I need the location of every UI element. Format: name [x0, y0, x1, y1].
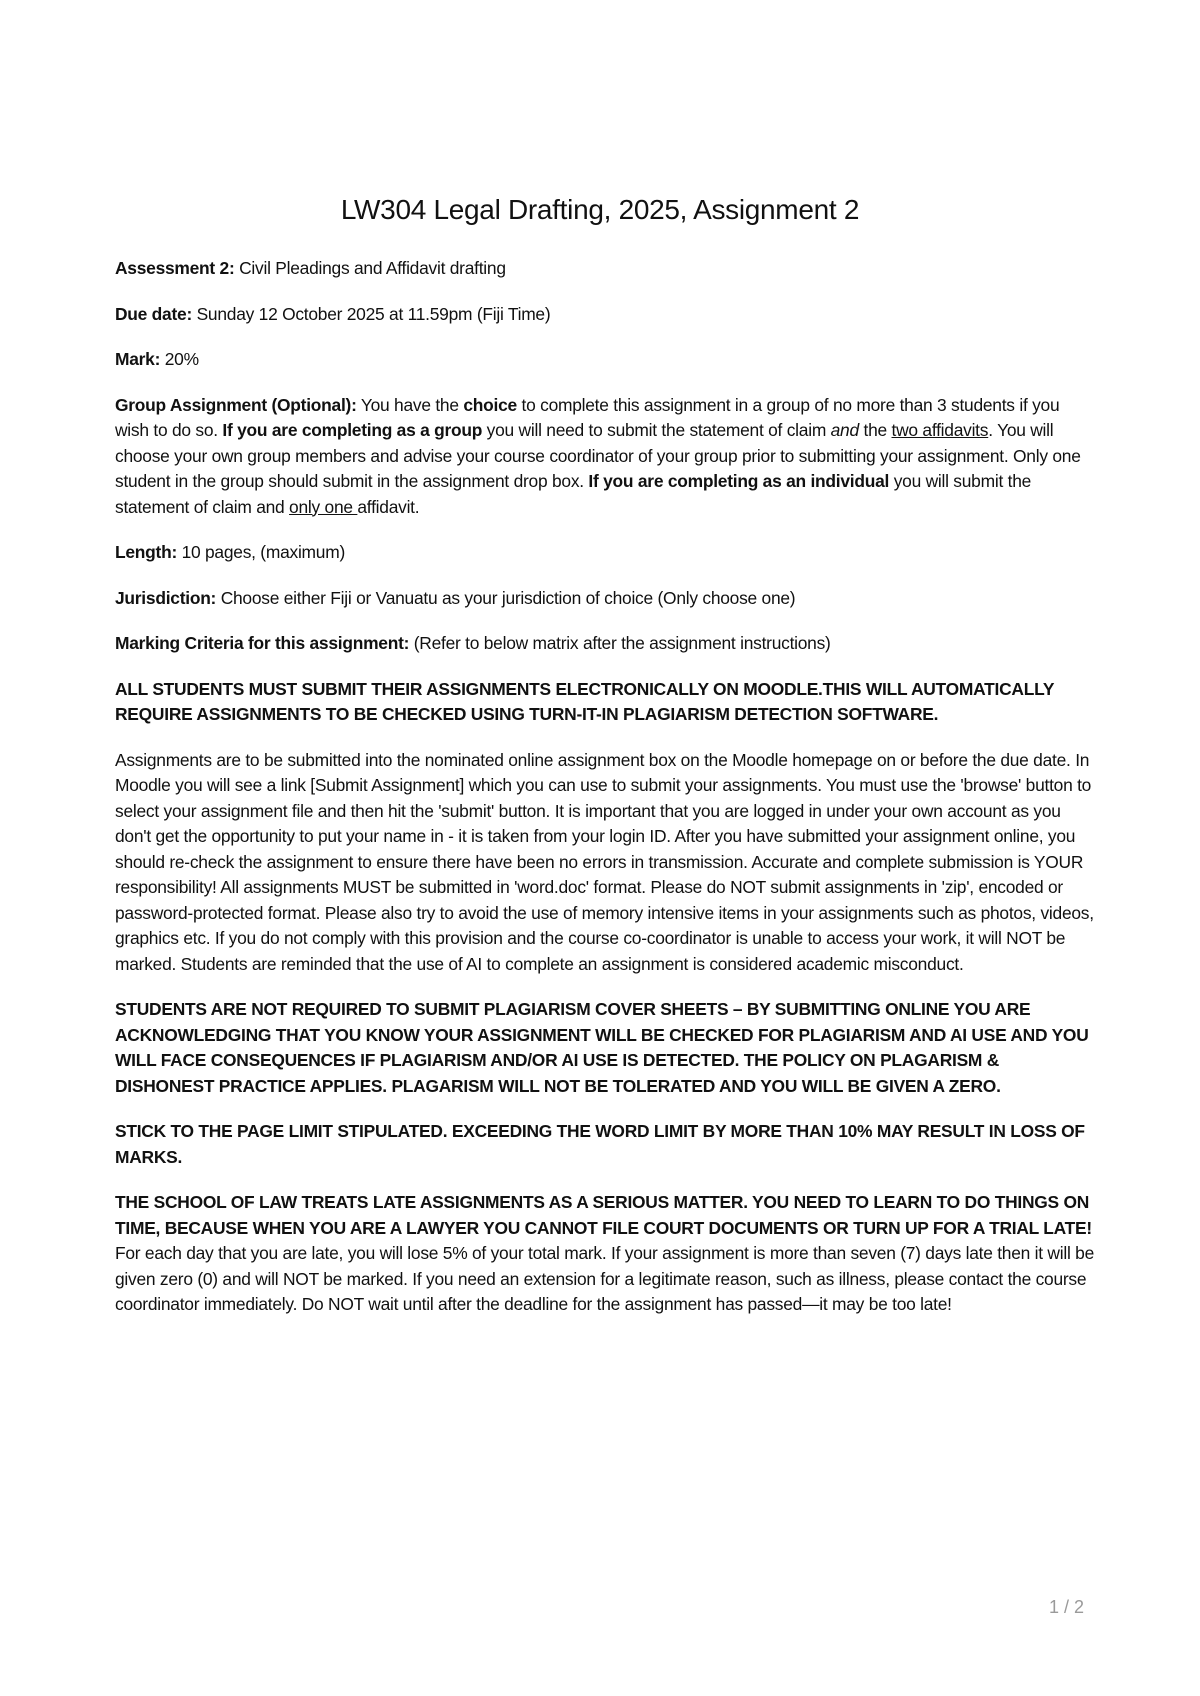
assessment-value: Civil Pleadings and Affidavit drafting	[234, 258, 506, 278]
page-indicator: 1 / 2	[1049, 1597, 1085, 1617]
due-date-line	[115, 302, 1095, 328]
text-span: you will submit the statement of claim and	[115, 471, 1032, 517]
text-span: to complete this assignment in a group of no more than 3 students if you wish to do so.	[115, 394, 1060, 440]
underline-two-affidavits: two affidavits	[891, 420, 989, 440]
marking-criteria-value: (Refer to below matrix after the assignment instructions)	[409, 633, 831, 653]
due-date-value: Sunday 12 October 2025 at 11.59pm (Fiji Time)	[192, 303, 551, 324]
due-date-label: Due date:	[115, 303, 192, 324]
submission-instructions: Assignments are to be submitted into the nominated online assignment box on the Moodle homepage on or before the due date. In Moodle you will see a link [Submit Assignment] which you can use to submit your assignments. You must use the 'browse' button to select your assignment file and then hit the 'submit' button. It is important that you are logged in under your own account as you don't get the opportunity to put your name in - it is taken from your login ID. After you have submitted your assignment online, you should re-check the assignment to ensure there have been no errors in transmission. Accurate and complete submission is YOUR responsibility! All assignments MUST be submitted in 'word.doc' format. Please do NOT submit assignments in 'zip', encoded or password-protected format. Please also try to avoid the use of memory intensive items in your assignments such as photos, videos, graphics etc. If you do not comply with this provision and the course co-coordinator is unable to access your work, it will NOT be marked. Students are reminded that the use of AI to complete an assignment is considered academic misconduct.	[115, 749, 1094, 974]
group-assignment-label: Group Assignment (Optional):	[115, 394, 357, 415]
emphasis-and: and	[830, 420, 859, 440]
late-policy-paragraph	[115, 1190, 1095, 1318]
text-span: You have the	[356, 394, 464, 415]
length-label: Length:	[115, 542, 177, 562]
group-assignment-paragraph	[115, 393, 1095, 521]
mark-label: Mark:	[115, 349, 161, 369]
length-value: 10 pages, (maximum)	[177, 542, 345, 562]
mark-value: 20%	[160, 349, 199, 369]
plagiarism-notice: STUDENTS ARE NOT REQUIRED TO SUBMIT PLAGIARISM COVER SHEETS – BY SUBMITTING ONLINE YOU ARE ACKNOWLEDGING THAT YOU KNOW YOUR ASSIGNMENT WILL BE CHECKED FOR PLAGIARISM AND AI USE AND YOU WILL FACE CONSEQUENCES IF PLAGIARISM AND/OR AI USE IS DETECTED. THE POLICY ON PLAGARISM & DISHONEST PRACTICE APPLIES. PLAGARISM WILL NOT BE TOLERATED AND YOU WILL BE GIVEN A ZERO.	[115, 999, 1089, 1096]
emphasis-group: If you are completing as a group	[222, 420, 483, 440]
emphasis-individual: If you are completing as an individual	[588, 471, 890, 491]
document-body	[115, 256, 1095, 1338]
electronic-submission-notice: ALL STUDENTS MUST SUBMIT THEIR ASSIGNMENTS ELECTRONICALLY ON MOODLE.THIS WILL AUTOMATICALLY REQUIRE ASSIGNMENTS TO BE CHECKED USING TURN-IT-IN PLAGIARISM DETECTION SOFTWARE.	[115, 678, 1054, 724]
jurisdiction-value: Choose either Fiji or Vanuatu as your jurisdiction of choice (Only choose one)	[216, 587, 796, 608]
text-span: affidavit.	[357, 496, 420, 517]
page-limit-notice: STICK TO THE PAGE LIMIT STIPULATED. EXCEEDING THE WORD LIMIT BY MORE THAN 10% MAY RESULT IN LOSS OF MARKS.	[115, 1121, 1085, 1167]
mark-line	[115, 347, 1095, 373]
assessment-label: Assessment 2:	[115, 258, 235, 278]
marking-criteria-label: Marking Criteria for this assignment:	[115, 633, 410, 653]
emphasis-choice: choice	[463, 394, 517, 415]
late-policy-warning: THE SCHOOL OF LAW TREATS LATE ASSIGNMENTS AS A SERIOUS MATTER. YOU NEED TO LEARN TO DO THINGS ON TIME, BECAUSE WHEN YOU ARE A LAWYER YOU CANNOT FILE COURT DOCUMENTS OR TURN UP FOR A TRIAL LATE!	[115, 1192, 1092, 1238]
marking-criteria-line	[115, 631, 1095, 657]
late-policy-text: For each day that you are late, you will lose 5% of your total mark. If your assignment is more than seven (7) days late then it will be given zero (0) and will NOT be marked. If you need an extension for a legitimate reason, such as illness, please contact the course coordinator immediately. Do NOT wait until after the deadline for the assignment has passed—it may be too late!	[115, 1243, 1095, 1314]
assessment-line	[115, 256, 1095, 282]
underline-only-one: only one	[289, 496, 358, 517]
jurisdiction-line	[115, 586, 1095, 612]
document-title: LW304 Legal Drafting, 2025, Assignment 2	[340, 194, 860, 225]
length-line	[115, 540, 1095, 566]
text-span: you will need to submit the statement of claim	[482, 420, 831, 440]
jurisdiction-label: Jurisdiction:	[115, 587, 217, 608]
text-span: . You will choose your own group members and advise your course coordinator of your group prior to submitting your assignment. Only one student in the group should submit in the assignment drop box.	[115, 420, 1081, 491]
text-span: the	[858, 420, 892, 440]
